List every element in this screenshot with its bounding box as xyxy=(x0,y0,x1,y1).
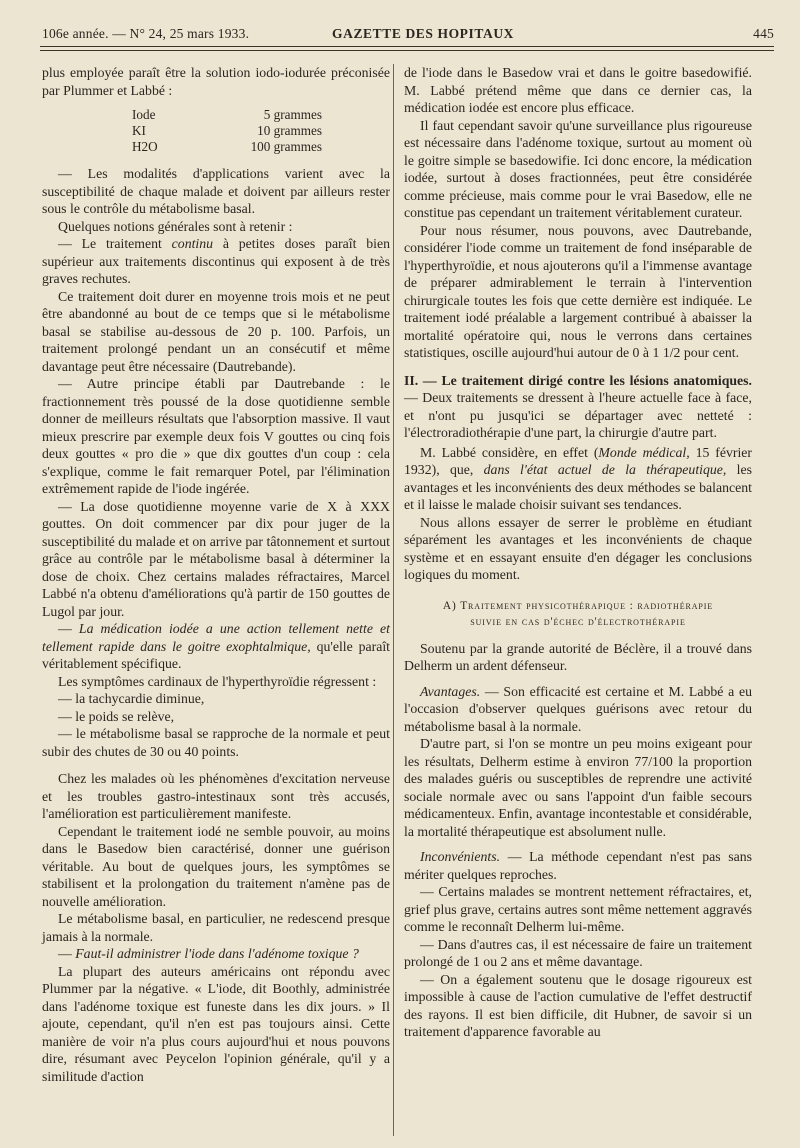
subsection-heading: A) Traitement physicothérapique : radiothérapie suivie en cas d'échec d'électrothérapie xyxy=(442,599,714,628)
subheading-inconvenients: Inconvénients. xyxy=(420,849,501,864)
paragraph: Il faut cependant savoir qu'une surveillance plus rigoureuse est nécessaire dans l'adénome toxique, surtout au moment où le goitre simple se basedowifie. Ici donc encore, la médication iodée, surtout à doses fractionnées, peut être considérée comme précieuse, mais comme pour le vrai Basedow, elle ne constitue pas cependant un traitement véritablement curateur. xyxy=(404,117,752,220)
section-heading: II. — Le traitement dirigé contre les lésions anatomiques. — Deux traitements se dressent à l'heure actuelle face à face, et n'ont pu jusqu'ici se départager avec netteté : l'électroradiothérapie d'une part, la chirurgie d'autre part. xyxy=(404,372,752,440)
paragraph: plus employée paraît être la solution iodo-iodurée préconisée par Plummer et Labbé : xyxy=(42,65,390,98)
right-column xyxy=(404,64,752,1041)
paragraph: Pour nous résumer, nous pouvons, avec Dautrebande, considérer l'iode comme un traitement de fond inséparable de l'hyperthyroïdie, et nous ajouterons qu'il a l'immense avantage de préparer admirablement le terrain à l'intervention chirurgicale toutes les fois que cette dernière est indiquée. Le traitement iodé préalable a largement contribué à abaisser la mortalité opératoire qui, nous le verrons dans certaines statistiques, oscille aujourd'hui autour de 0 à 1 1/2 pour cent. xyxy=(404,222,752,360)
journal-title: GAZETTE DES HOPITAUX xyxy=(332,26,515,41)
paragraph: — Faut-il administrer l'iode dans l'adénome toxique ? xyxy=(58,946,359,961)
header-rule-top xyxy=(40,46,774,47)
formula-label: KI xyxy=(132,123,146,138)
page-number: 445 xyxy=(753,26,774,41)
paragraph: Avantages. — Son efficacité est certaine et M. Labbé a eu l'occasion d'observer quelques guérisons avec retour du métabolisme basal à la normale. xyxy=(404,683,752,734)
paragraph: — La médication iodée a une action tellement nette et tellement rapide dans le goitre exophtalmique, qu'elle paraît véritablement spécifique. xyxy=(42,621,390,671)
paragraph: D'autre part, si l'on se montre un peu moins exigeant pour les résultats, Delherm estime à environ 77/100 la proportion des malades guéris ou susceptibles de reprendre une activité sociale normale avec ou sans l'appoint d'un faible secours médicamenteux. Enfin, avantage incontestable et considérable, la mortalité thérapeutique est absolument nulle. xyxy=(404,736,752,839)
list-item: — le poids se relève, xyxy=(58,708,175,724)
paragraph: Soutenu par la grande autorité de Béclère, il a trouvé dans Delherm un ardent défenseur. xyxy=(404,640,752,673)
paragraph: Nous allons essayer de serrer le problème en étudiant séparément les avantages et les inconvénients de chaque système et en essayant ensuite d'en dégager les conclusions logiques du moment. xyxy=(404,514,752,582)
paragraph: — Le traitement continu à petites doses paraît bien supérieur aux traitements discontinus qui exposent à de très graves rechutes. xyxy=(42,236,390,286)
section-title: II. — Le traitement dirigé contre les lésions anatomiques. xyxy=(404,372,752,388)
formula-row-h2o xyxy=(132,139,322,155)
formula-value: 100 grammes xyxy=(250,139,322,154)
paragraph: de l'iode dans le Basedow vrai et dans le goitre basedowifié. M. Labbé prétend même que dans ce dernier cas, la médication iodée est encore plus efficace. xyxy=(404,65,752,115)
list-item: — On a également soutenu que le dosage rigoureux est impossible à cause de l'action cumulative de l'effet destructif des rayons. Il est bien difficile, dit Hubner, de savoir si un traitement d'apparence favorable au xyxy=(404,971,752,1039)
paragraph: Cependant le traitement iodé ne semble pouvoir, au moins dans le Basedow bien caractérisé, donner une guérison véritable. Au bout de quelques jours, les symptômes se stabilisent et la prolongation du traitement n'amène pas de nouvelle amélioration. xyxy=(42,823,390,909)
emphasis: continu xyxy=(171,236,214,251)
paragraph: Ce traitement doit durer en moyenne trois mois et ne peut être abandonné au bout de ce temps que si le métabolisme basal se stabilise au-dessous de 20 p. 100. Parfois, un traitement prolongé pendant un an consécutif et même davantage peut être nécessaire (Dautrebande). xyxy=(42,288,390,374)
subheading-avantages: Avantages. xyxy=(420,683,481,699)
paragraph: Le métabolisme basal, en particulier, ne redescend presque jamais à la normale. xyxy=(42,911,390,944)
issue-info: 106e année. — N° 24, 25 mars 1933. xyxy=(42,26,250,41)
paragraph: Les symptômes cardinaux de l'hyperthyroïdie régressent : xyxy=(58,673,377,689)
list-item: — la tachycardie diminue, xyxy=(58,691,205,706)
list-item: — le métabolisme basal se rapproche de la normale et peut subir des chutes de 30 ou 40 points. xyxy=(42,726,390,759)
formula-row-ki xyxy=(132,123,322,139)
paragraph: — Les modalités d'applications varient avec la susceptibilité de chaque malade et doivent par ailleurs rester sous le contrôle du métabolisme basal. xyxy=(42,166,390,216)
left-column xyxy=(42,64,390,1085)
formula-block xyxy=(132,107,390,155)
header-rule-bottom xyxy=(40,50,774,51)
paragraph: Chez les malades où les phénomènes d'excitation nerveuse et les troubles gastro-intestinaux sont très accusés, l'amélioration est particulièrement manifeste. xyxy=(42,771,390,821)
paragraph: M. Labbé considère, en effet (Monde médical, 15 février 1932), que, dans l'état actuel de la thérapeutique, les avantages et les inconvénients des deux méthodes se balancent et il laisse le malade choisir suivant ses tendances. xyxy=(404,444,753,512)
paragraph: — La dose quotidienne moyenne varie de X à XXX gouttes. On doit commencer par dix pour juger de la susceptibilité du malade et on arrive par tâtonnement et surtout grâce au contrôle par le métabolisme basal à déterminer la dose de choix. Chez certains malades réfractaires, Marcel Labbé n'a obtenu d'améliorations qu'à partir de 150 gouttes de Lugol par jour. xyxy=(42,498,390,619)
formula-value: 10 grammes xyxy=(257,123,322,138)
paragraph: La plupart des auteurs américains ont répondu avec Plummer par la négative. « L'iode, dit Boothly, administrée dans l'adénome toxique est funeste dans les dix jours. » Il ajoute, cependant, qu'il n'en est pas toujours ainsi. Cette manière de voir n'a plus cours aujourd'hui et nous pouvons dire, résumant avec Peycelon l'opinion générale, qu'il y a similitude d'action xyxy=(42,963,390,1084)
formula-row-iode xyxy=(132,107,322,123)
paragraph: — Autre principe établi par Dautrebande : le fractionnement très poussé de la dose quotidienne semble donner de meilleurs résultats que l'absorption massive. Il vaut mieux prescrire par exemple deux fois V gouttes ou cinq fois deux gouttes « pro die » que dix gouttes d'un coup : cela s'explique, comme le fait remarquer Potel, par l'élimination extrêmement rapide de l'iode ingérée. xyxy=(42,376,390,496)
page-header xyxy=(40,22,774,44)
emphasis: La médication iodée a une action tellement nette et tellement rapide dans le goitre exophtalmique, xyxy=(42,621,390,654)
paragraph: Quelques notions générales sont à retenir : xyxy=(58,218,293,234)
formula-label: Iode xyxy=(132,107,156,122)
emphasis: dans l'état actuel de la thérapeutique, xyxy=(483,462,727,477)
citation: Monde médical, xyxy=(598,444,690,460)
emphasis: Faut-il administrer l'iode dans l'adénome toxique ? xyxy=(75,946,359,961)
column-divider xyxy=(393,64,394,1136)
paragraph: Inconvénients. — La méthode cependant n'est pas sans mériter quelques reproches. xyxy=(404,849,752,882)
formula-label: H2O xyxy=(132,139,158,154)
formula-value: 5 grammes xyxy=(263,107,322,122)
list-item: — Certains malades se montrent nettement réfractaires, et, grief plus grave, certains autres sont même nettement aggravés comme le reconnaît Delherm lui-même. xyxy=(404,884,752,934)
list-item: — Dans d'autres cas, il est nécessaire de faire un traitement prolongé de 1 ou 2 ans et même davantage. xyxy=(404,936,752,969)
